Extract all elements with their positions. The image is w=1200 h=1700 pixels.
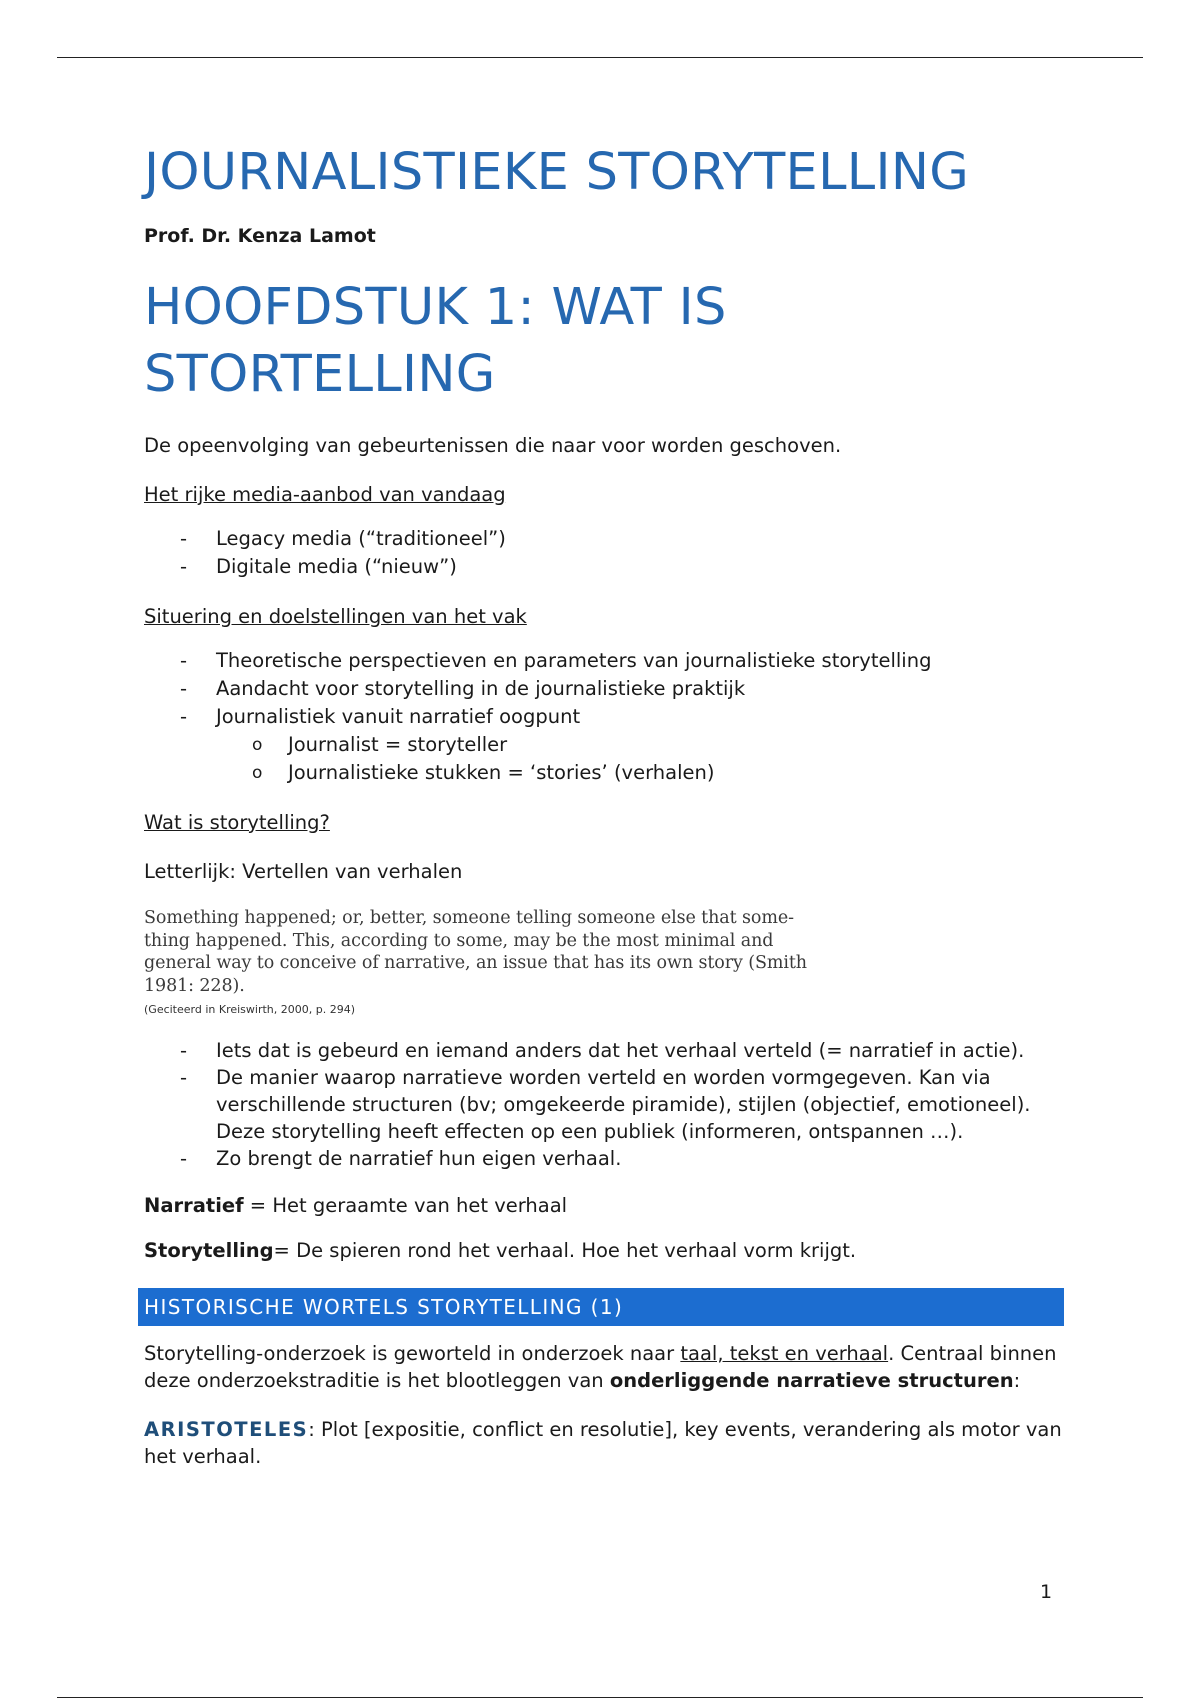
text-run: : (1013, 1369, 1021, 1392)
aristoteles-text: : Plot [expositie, conflict en resolutie], key events, verandering als motor van het verhaal. (144, 1418, 1062, 1468)
underlined-text: taal, tekst en verhaal (680, 1342, 889, 1365)
author-line: Prof. Dr. Kenza Lamot (144, 225, 376, 247)
quote-text: Something happened; or, better, someone telling someone else that some-thing happened. This, according to some, may be the most minimal and general way to conceive of narrative, an issue that has its own story (Smith 1981: 228). (144, 908, 807, 996)
term-narratief: Narratief (144, 1194, 244, 1217)
situering-list (144, 647, 1064, 787)
quote-citation: (Geciteerd in Kreiswirth, 2000, p. 294) (144, 1003, 356, 1016)
subheading-situering: Situering en doelstellingen van het vak (144, 605, 527, 628)
page-number: 1 (1040, 1581, 1053, 1603)
list-item-label: Journalistiek vanuit narratief oogpunt (216, 705, 581, 728)
definition-storytelling (144, 1237, 1064, 1264)
list-item: - Iets dat is gebeurd en iemand anders dat het verhaal verteld (= narratief in actie). (216, 1037, 1064, 1064)
section-heading-historische-wortels: HISTORISCHE WORTELS STORYTELLING (1) (138, 1288, 1064, 1326)
sub-list (216, 731, 1064, 787)
list-item: - Legacy media (“traditioneel”) (216, 525, 1064, 553)
aristoteles-paragraph (144, 1416, 1064, 1470)
text-run: Storytelling-onderzoek is geworteld in onderzoek naar (144, 1342, 681, 1365)
list-item: - Aandacht voor storytelling in de journalistieke praktijk (216, 675, 1064, 703)
aristoteles-name: ARISTOTELES (144, 1418, 309, 1441)
list-item: - Zo brengt de narratief hun eigen verhaal. (216, 1145, 1064, 1172)
intro-paragraph: De opeenvolging van gebeurtenissen die naar voor worden geschoven. (144, 434, 842, 457)
subheading-wat-is-storytelling: Wat is storytelling? (144, 811, 330, 834)
text-run: . Centraal binnen deze onderzoekstraditie is het blootleggen van (144, 1342, 1057, 1392)
bold-text: onderliggende narratieve structuren (609, 1369, 1014, 1392)
literal-definition: Letterlijk: Vertellen van verhalen (144, 860, 463, 883)
footer-rule (57, 1697, 1143, 1698)
term-storytelling: Storytelling (144, 1239, 274, 1262)
historical-paragraph (144, 1340, 1064, 1394)
sub-list-item: o Journalist = storyteller (288, 731, 1064, 759)
subheading-media-aanbod: Het rijke media-aanbod van vandaag (144, 483, 506, 506)
header-rule (57, 57, 1143, 58)
list-item: - De manier waarop narratieve worden verteld en worden vormgegeven. Kan via verschillende structuren (bv; omgekeerde piramide), stijlen (objectief, emotioneel). Deze storytelling heeft effecten op een publiek (informeren, ontspannen …). (216, 1064, 1064, 1145)
definition-text: = De spieren rond het verhaal. Hoe het verhaal vorm krijgt. (273, 1239, 857, 1262)
media-list (144, 525, 1064, 581)
list-item: - Theoretische perspectieven en parameters van journalistieke storytelling (216, 647, 1064, 675)
definition-text: = Het geraamte van het verhaal (243, 1194, 568, 1217)
list-item (216, 703, 1064, 787)
definition-narratief (144, 1192, 1064, 1219)
storytelling-list (144, 1037, 1064, 1172)
document-page (144, 142, 1064, 1470)
list-item: - Digitale media (“nieuw”) (216, 553, 1064, 581)
sub-list-item: o Journalistieke stukken = ‘stories’ (verhalen) (288, 759, 1064, 787)
document-title: JOURNALISTIEKE STORYTELLING (144, 143, 970, 202)
chapter-heading: HOOFDSTUK 1: WAT IS STORTELLING (144, 278, 727, 404)
quote-excerpt (144, 907, 1064, 1017)
